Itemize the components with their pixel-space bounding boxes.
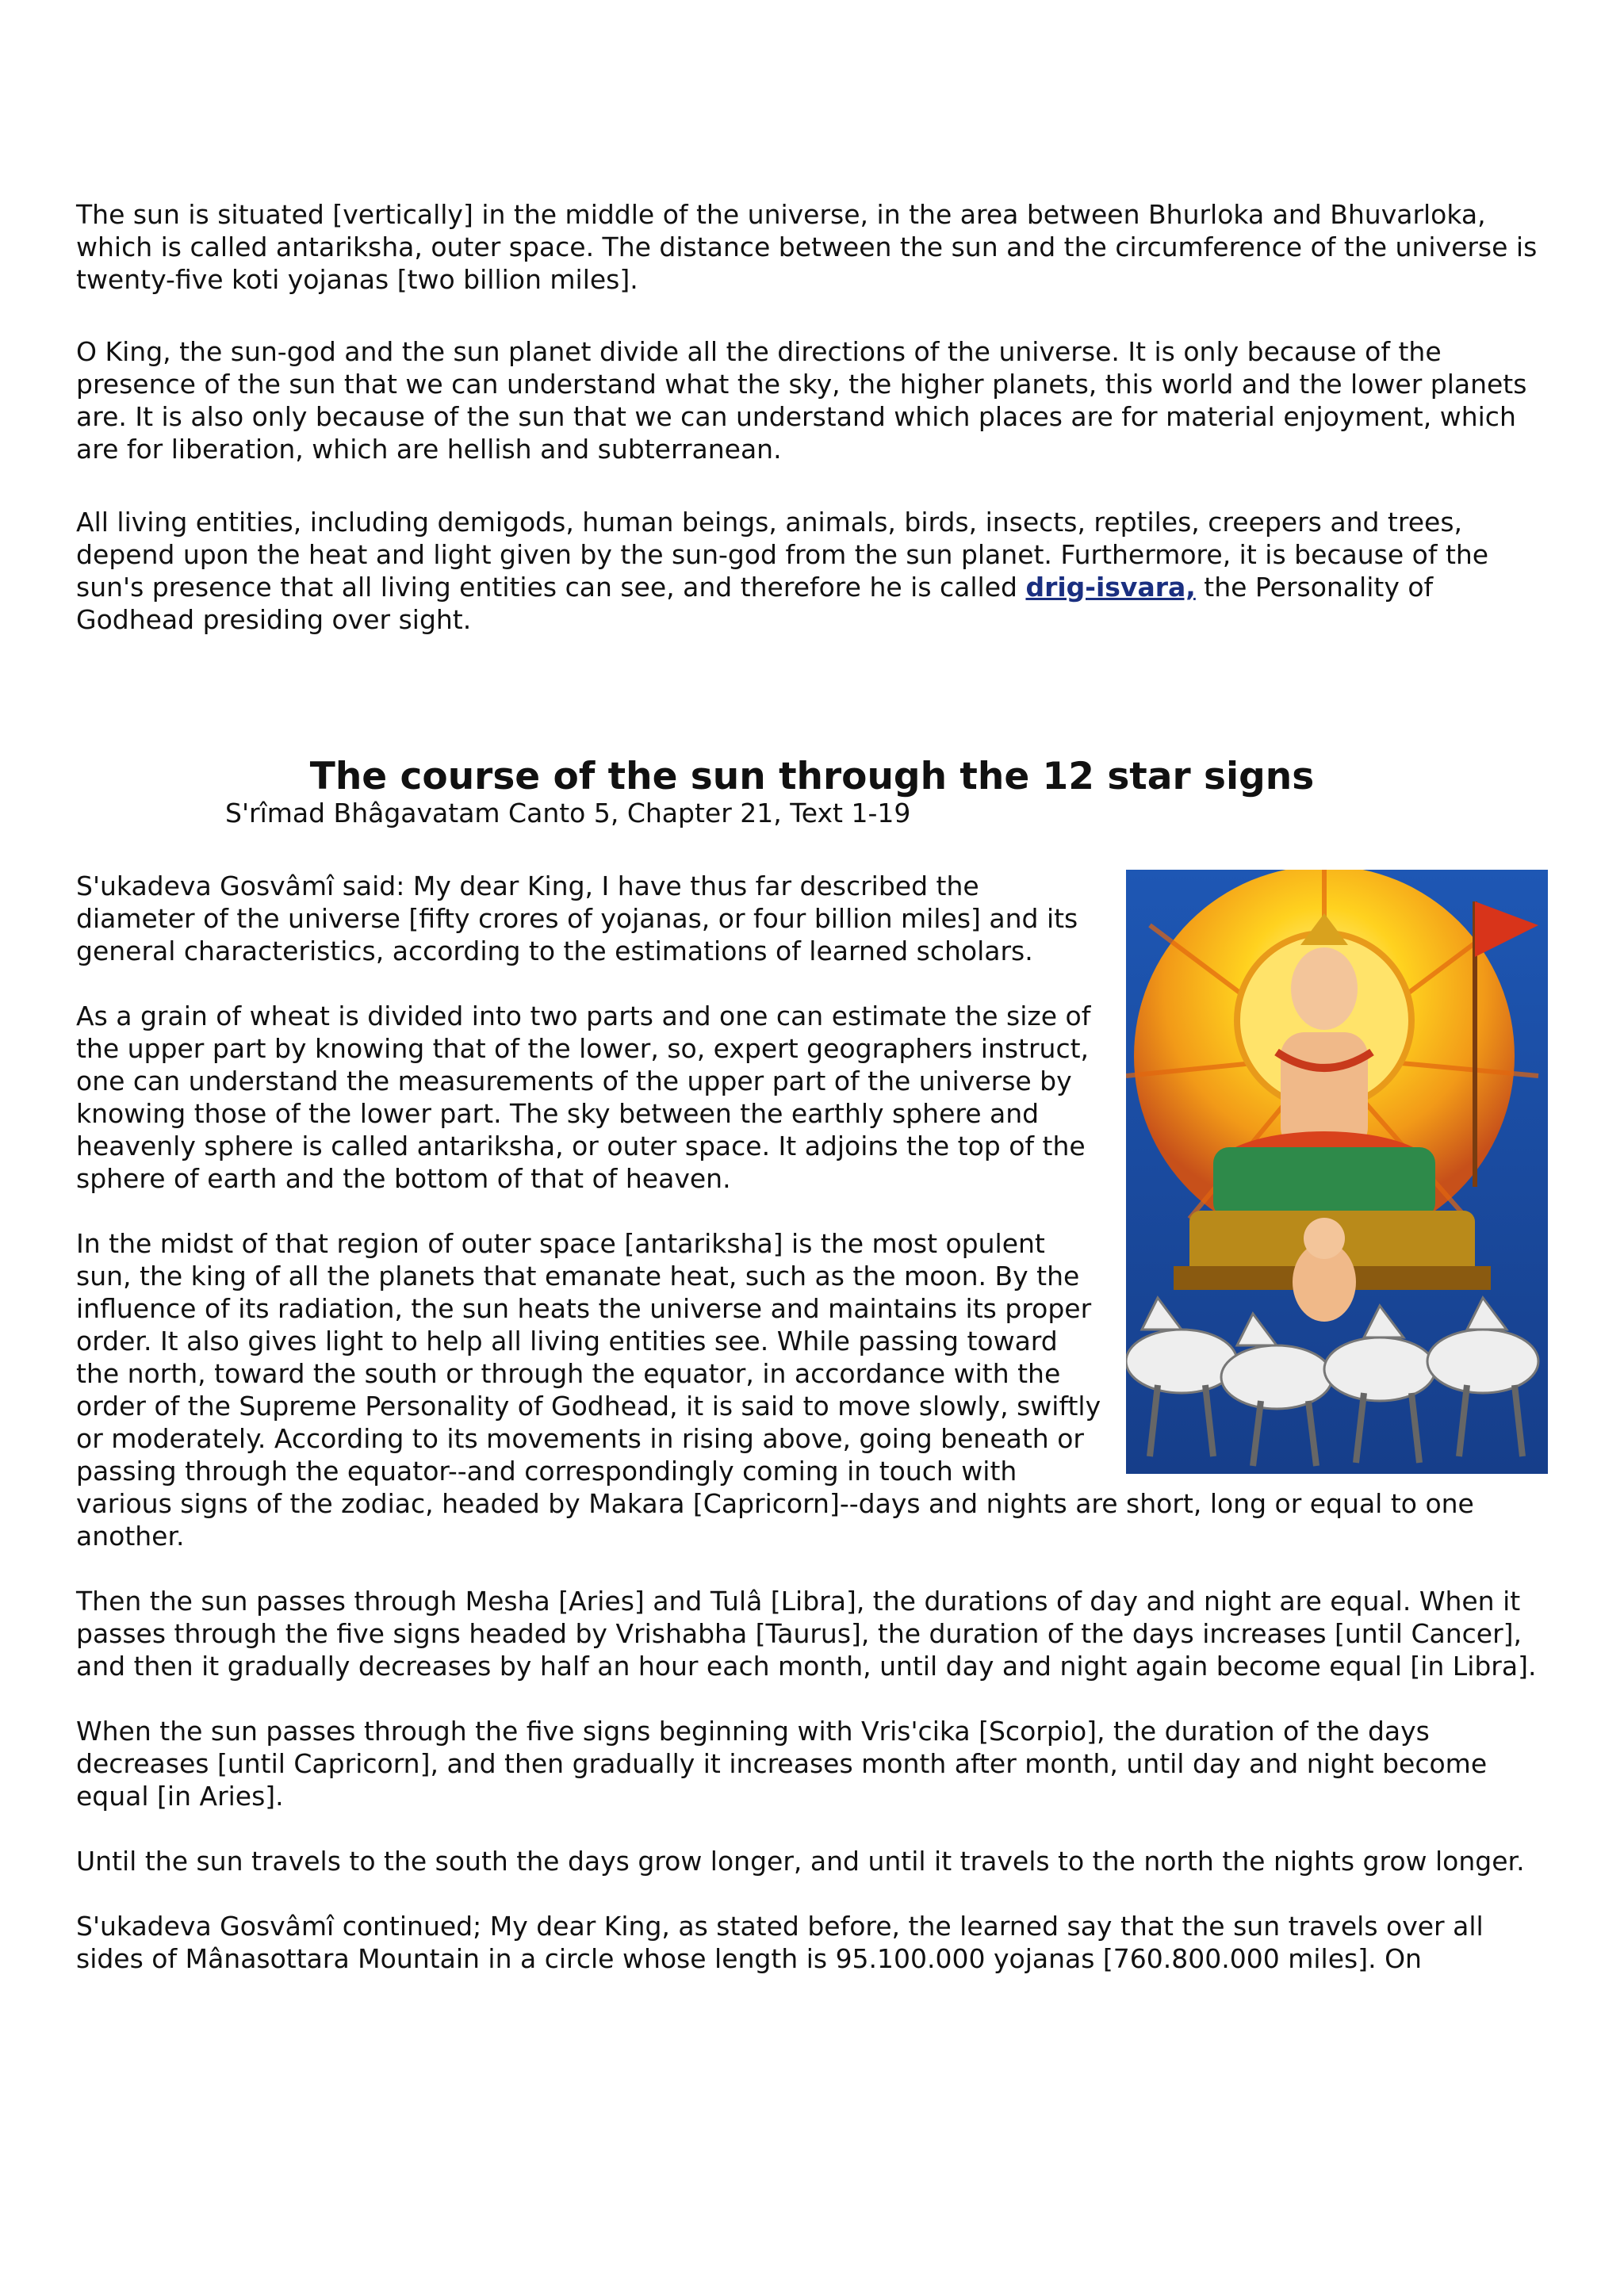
body-paragraph-6: Until the sun travels to the south the days grow longer, and until it travels to the north the nights grow longer. <box>76 1846 1525 1877</box>
intro-paragraph-3-text-a: All living entities, including demigods, human beings, animals, birds, insects, reptiles, creepers and trees, depend upon the heat and light given by the sun-god from the sun planet. Furthermore, it is because of the sun's presence that all living entities can see, and therefore he is called <box>76 507 1489 603</box>
body-paragraph-4: Then the sun passes through Mesha [Aries] and Tulâ [Libra], the durations of day and night are equal. When it passes through the five signs headed by Vrishabha [Taurus], the duration of the days increases [until Cancer], and then it gradually decreases by half an hour each month, until day and night again become equal [in Libra]. <box>76 1586 1537 1682</box>
intro-paragraph-1: The sun is situated [vertically] in the middle of the universe, in the area between Bhurloka and Bhuvarloka, which is called antariksha, outer space. The distance between the sun and the circumference of the universe is twenty-five koti yojanas [two billion miles]. <box>76 199 1538 295</box>
body-paragraph-7: S'ukadeva Gosvâmî continued; My dear King, as stated before, the learned say that the sun travels over all sides of Mânasottara Mountain in a circle whose length is 95.100.000 yojanas [760.800.000 miles]. On <box>76 1911 1484 1974</box>
sun-god-chariot-image <box>1126 870 1548 1474</box>
body-paragraph-3: In the midst of that region of outer space [antariksha] is the most opulent sun, the king of all the planets that emanate heat, such as the moon. By the influence of its radiation, the sun heats the universe and maintains its proper order. It also gives light to help all living entities see. While passing toward the north, toward the south or through the equator, in accordance with the order of the Supreme Personality of Godhead, it is said to move slowly, swiftly or moderately. According to its movements in rising above, going beneath or passing through the equator--and correspondingly coming in touch with various signs of the zodiac, headed by Makara [Capricorn]--days and nights are short, long or equal to one another. <box>76 1228 1474 1552</box>
intro-paragraph-3 <box>76 506 1548 636</box>
section-source: S'rîmad Bhâgavatam Canto 5, Chapter 21, Text 1-19 <box>225 798 911 828</box>
drig-isvara-link[interactable]: drig-isvara, <box>1025 572 1196 603</box>
intro-paragraph-3-text-b: the Personality of Godhead presiding over sight. <box>76 572 1434 635</box>
body-paragraph-5: When the sun passes through the five signs beginning with Vris'cika [Scorpio], the duration of the days decreases [until Capricorn], and then gradually it increases month after month, until day and night become equal [in Aries]. <box>76 1716 1488 1812</box>
sun-god-illustration <box>1126 870 1548 1474</box>
body-paragraph-2: As a grain of wheat is divided into two parts and one can estimate the size of the upper part by knowing that of the lower, so, expert geographers instruct, one can understand the measurements of the upper part of the universe by knowing those of the lower part. The sky between the earthly sphere and heavenly sphere is called antariksha, or outer space. It adjoins the top of the sphere of earth and the bottom of that of heaven. <box>76 1001 1091 1194</box>
section-title: The course of the sun through the 12 star signs <box>309 755 1315 798</box>
body-paragraph-1: S'ukadeva Gosvâmî said: My dear King, I have thus far described the diameter of the universe [fifty crores of yojanas, or four billion miles] and its general characteristics, according to the estimations of learned scholars. <box>76 871 1078 966</box>
intro-paragraph-2: O King, the sun-god and the sun planet divide all the directions of the universe. It is only because of the presence of the sun that we can understand what the sky, the higher planets, this world and the lower planets are. It is also only because of the sun that we can understand which places are for material enjoyment, which are for liberation, which are hellish and subterranean. <box>76 336 1527 465</box>
article-body <box>76 870 1548 1975</box>
